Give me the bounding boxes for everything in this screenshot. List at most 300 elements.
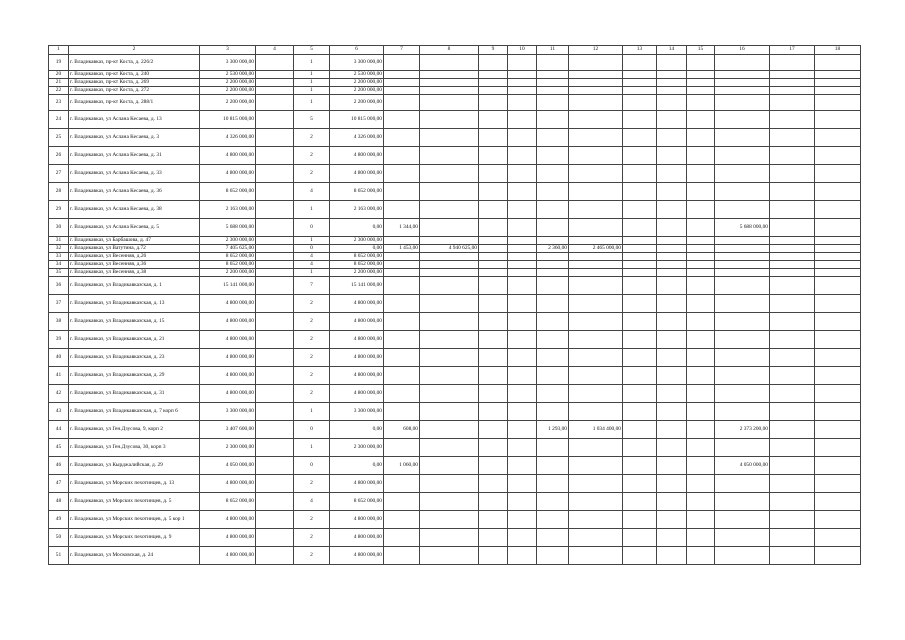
address-cell: г. Владикавказ, пр-кт Коста, д. 272 bbox=[69, 87, 200, 95]
address-cell: г. Владикавказ, ул Ген.Дзусова, 30, корп 3 bbox=[69, 439, 200, 457]
col-14-cell bbox=[657, 201, 687, 219]
col-17-cell bbox=[770, 295, 815, 313]
count-cell: 1 bbox=[294, 201, 330, 219]
col-13-cell bbox=[623, 71, 657, 79]
area2-cell bbox=[537, 313, 569, 331]
col-10-cell bbox=[508, 183, 537, 201]
col-13-cell bbox=[623, 385, 657, 403]
amount-cell: 4 800 000,00 bbox=[330, 331, 384, 349]
col-10-cell bbox=[508, 71, 537, 79]
col-13-cell bbox=[623, 547, 657, 565]
col-14-cell bbox=[657, 277, 687, 295]
area2-cell bbox=[537, 277, 569, 295]
col-13-cell bbox=[623, 183, 657, 201]
area-cell bbox=[384, 71, 420, 79]
area-cell bbox=[384, 129, 420, 147]
col-17-cell bbox=[770, 183, 815, 201]
col-10-cell bbox=[508, 367, 537, 385]
address-cell: г. Владикавказ, ул Асланa Кесаева, д. 38 bbox=[69, 201, 200, 219]
col-4-cell bbox=[256, 313, 294, 331]
cost2-cell bbox=[569, 547, 623, 565]
column-number-header: 8 bbox=[420, 46, 479, 55]
area2-cell: 2 360,00 bbox=[537, 245, 569, 253]
area-cell bbox=[384, 55, 420, 71]
area-cell bbox=[384, 147, 420, 165]
table-row bbox=[49, 87, 861, 95]
col-4-cell bbox=[256, 367, 294, 385]
area2-cell bbox=[537, 201, 569, 219]
col-17-cell bbox=[770, 421, 815, 439]
col-4-cell bbox=[256, 79, 294, 87]
area-cell bbox=[384, 349, 420, 367]
col-13-cell bbox=[623, 475, 657, 493]
amount-cell: 10 815 000,00 bbox=[330, 111, 384, 129]
col-15-cell bbox=[687, 71, 715, 79]
amount2-cell: 4 050 000,00 bbox=[715, 457, 770, 475]
col-4-cell bbox=[256, 95, 294, 111]
col-18-cell bbox=[815, 349, 861, 367]
column-number-header: 16 bbox=[715, 46, 770, 55]
row-number: 22 bbox=[49, 87, 69, 95]
cost-cell bbox=[420, 261, 479, 269]
col-9-cell bbox=[479, 269, 508, 277]
count-cell: 1 bbox=[294, 71, 330, 79]
table-row bbox=[49, 219, 861, 237]
amount-cell: 0,00 bbox=[330, 421, 384, 439]
table-row bbox=[49, 71, 861, 79]
area2-cell bbox=[537, 87, 569, 95]
col-13-cell bbox=[623, 261, 657, 269]
amount-cell: 0,00 bbox=[330, 457, 384, 475]
col-17-cell bbox=[770, 111, 815, 129]
cost-cell bbox=[420, 403, 479, 421]
cost2-cell bbox=[569, 129, 623, 147]
cost-cell bbox=[420, 79, 479, 87]
cost2-cell bbox=[569, 201, 623, 219]
col-10-cell bbox=[508, 201, 537, 219]
count-cell: 1 bbox=[294, 79, 330, 87]
amount2-cell bbox=[715, 55, 770, 71]
col-13-cell bbox=[623, 147, 657, 165]
amount2-cell bbox=[715, 367, 770, 385]
cost-cell bbox=[420, 313, 479, 331]
cost2-cell bbox=[569, 55, 623, 71]
count-cell: 1 bbox=[294, 403, 330, 421]
col-15-cell bbox=[687, 385, 715, 403]
row-number: 41 bbox=[49, 367, 69, 385]
count-cell: 2 bbox=[294, 529, 330, 547]
amount-cell: 0,00 bbox=[330, 245, 384, 253]
col-9-cell bbox=[479, 165, 508, 183]
table-row bbox=[49, 183, 861, 201]
col-13-cell bbox=[623, 277, 657, 295]
cost-cell bbox=[420, 457, 479, 475]
col-14-cell bbox=[657, 493, 687, 511]
area-cell bbox=[384, 475, 420, 493]
column-number-header: 1 bbox=[49, 46, 69, 55]
cost-cell bbox=[420, 277, 479, 295]
row-number: 49 bbox=[49, 511, 69, 529]
amount-cell: 4 800 000,00 bbox=[330, 349, 384, 367]
row-number: 39 bbox=[49, 331, 69, 349]
col-14-cell bbox=[657, 71, 687, 79]
cost2-cell bbox=[569, 457, 623, 475]
col-14-cell bbox=[657, 55, 687, 71]
col-14-cell bbox=[657, 295, 687, 313]
col-13-cell bbox=[623, 403, 657, 421]
area2-cell bbox=[537, 237, 569, 245]
col-14-cell bbox=[657, 165, 687, 183]
col-13-cell bbox=[623, 55, 657, 71]
col-17-cell bbox=[770, 219, 815, 237]
col-13-cell bbox=[623, 331, 657, 349]
cost2-cell bbox=[569, 475, 623, 493]
area-cell bbox=[384, 439, 420, 457]
cost-cell bbox=[420, 421, 479, 439]
amount-cell: 2 200 000,00 bbox=[330, 95, 384, 111]
cost-cell bbox=[420, 111, 479, 129]
col-14-cell bbox=[657, 349, 687, 367]
amount2-cell bbox=[715, 439, 770, 457]
col-4-cell bbox=[256, 269, 294, 277]
total-cost-cell: 4 800 000,00 bbox=[200, 165, 256, 183]
col-10-cell bbox=[508, 219, 537, 237]
area2-cell bbox=[537, 55, 569, 71]
area2-cell: 1 293,00 bbox=[537, 421, 569, 439]
cost-cell bbox=[420, 201, 479, 219]
col-9-cell bbox=[479, 261, 508, 269]
area-cell: 1 344,00 bbox=[384, 219, 420, 237]
housing-register-table bbox=[48, 45, 861, 565]
table-row bbox=[49, 201, 861, 219]
area-cell bbox=[384, 261, 420, 269]
amount2-cell bbox=[715, 201, 770, 219]
count-cell: 1 bbox=[294, 87, 330, 95]
col-14-cell bbox=[657, 367, 687, 385]
col-15-cell bbox=[687, 439, 715, 457]
col-18-cell bbox=[815, 385, 861, 403]
col-17-cell bbox=[770, 367, 815, 385]
col-13-cell bbox=[623, 367, 657, 385]
col-9-cell bbox=[479, 331, 508, 349]
col-4-cell bbox=[256, 111, 294, 129]
col-9-cell bbox=[479, 457, 508, 475]
col-10-cell bbox=[508, 421, 537, 439]
row-number: 25 bbox=[49, 129, 69, 147]
area2-cell bbox=[537, 349, 569, 367]
count-cell: 2 bbox=[294, 547, 330, 565]
amount-cell: 2 300 000,00 bbox=[330, 237, 384, 245]
col-10-cell bbox=[508, 87, 537, 95]
total-cost-cell: 4 800 000,00 bbox=[200, 331, 256, 349]
col-13-cell bbox=[623, 529, 657, 547]
area2-cell bbox=[537, 129, 569, 147]
amount-cell: 4 800 000,00 bbox=[330, 385, 384, 403]
col-13-cell bbox=[623, 245, 657, 253]
col-9-cell bbox=[479, 201, 508, 219]
col-18-cell bbox=[815, 457, 861, 475]
count-cell: 4 bbox=[294, 183, 330, 201]
col-10-cell bbox=[508, 147, 537, 165]
amount-cell: 4 800 000,00 bbox=[330, 529, 384, 547]
count-cell: 2 bbox=[294, 295, 330, 313]
col-18-cell bbox=[815, 95, 861, 111]
count-cell: 4 bbox=[294, 261, 330, 269]
count-cell: 2 bbox=[294, 511, 330, 529]
count-cell: 0 bbox=[294, 421, 330, 439]
col-10-cell bbox=[508, 95, 537, 111]
area-cell bbox=[384, 367, 420, 385]
address-cell: г. Владикавказ, ул Владикавказская, д. 29 bbox=[69, 367, 200, 385]
table-row bbox=[49, 261, 861, 269]
address-cell: г. Владикавказ, ул Кырджалийская, д. 29 bbox=[69, 457, 200, 475]
area-cell bbox=[384, 385, 420, 403]
address-cell: г. Владикавказ, ул Ген.Дзусова, 9, корп 2 bbox=[69, 421, 200, 439]
column-number-header: 12 bbox=[569, 46, 623, 55]
cost2-cell: 1 034 400,00 bbox=[569, 421, 623, 439]
table-row bbox=[49, 237, 861, 245]
amount2-cell bbox=[715, 277, 770, 295]
col-13-cell bbox=[623, 87, 657, 95]
col-18-cell bbox=[815, 147, 861, 165]
col-14-cell bbox=[657, 313, 687, 331]
row-number: 23 bbox=[49, 95, 69, 111]
cost2-cell bbox=[569, 511, 623, 529]
col-14-cell bbox=[657, 439, 687, 457]
cost-cell bbox=[420, 269, 479, 277]
col-14-cell bbox=[657, 237, 687, 245]
area-cell bbox=[384, 313, 420, 331]
col-13-cell bbox=[623, 457, 657, 475]
col-14-cell bbox=[657, 511, 687, 529]
col-14-cell bbox=[657, 261, 687, 269]
row-number: 45 bbox=[49, 439, 69, 457]
row-number: 40 bbox=[49, 349, 69, 367]
col-10-cell bbox=[508, 237, 537, 245]
col-9-cell bbox=[479, 183, 508, 201]
amount2-cell bbox=[715, 547, 770, 565]
total-cost-cell: 4 800 000,00 bbox=[200, 547, 256, 565]
amount-cell: 4 326 000,00 bbox=[330, 129, 384, 147]
col-4-cell bbox=[256, 253, 294, 261]
col-15-cell bbox=[687, 269, 715, 277]
row-number: 26 bbox=[49, 147, 69, 165]
cost-cell bbox=[420, 331, 479, 349]
col-17-cell bbox=[770, 511, 815, 529]
table-row bbox=[49, 95, 861, 111]
total-cost-cell: 5 688 000,00 bbox=[200, 219, 256, 237]
amount2-cell bbox=[715, 245, 770, 253]
col-17-cell bbox=[770, 261, 815, 269]
col-9-cell bbox=[479, 295, 508, 313]
col-18-cell bbox=[815, 421, 861, 439]
col-13-cell bbox=[623, 439, 657, 457]
address-cell: г. Владикавказ, ул Морских пехотинцев, д. 9 bbox=[69, 529, 200, 547]
area-cell bbox=[384, 201, 420, 219]
table-row bbox=[49, 253, 861, 261]
area-cell: 608,00 bbox=[384, 421, 420, 439]
col-9-cell bbox=[479, 87, 508, 95]
col-14-cell bbox=[657, 147, 687, 165]
total-cost-cell: 2 200 000,00 bbox=[200, 79, 256, 87]
total-cost-cell: 8 652 000,00 bbox=[200, 253, 256, 261]
area2-cell bbox=[537, 295, 569, 313]
col-13-cell bbox=[623, 295, 657, 313]
col-15-cell bbox=[687, 403, 715, 421]
cost-cell bbox=[420, 475, 479, 493]
col-9-cell bbox=[479, 129, 508, 147]
col-15-cell bbox=[687, 219, 715, 237]
col-17-cell bbox=[770, 95, 815, 111]
col-18-cell bbox=[815, 511, 861, 529]
column-number-header: 5 bbox=[294, 46, 330, 55]
total-cost-cell: 4 050 000,00 bbox=[200, 457, 256, 475]
cost2-cell bbox=[569, 529, 623, 547]
total-cost-cell: 7 405 625,00 bbox=[200, 245, 256, 253]
col-9-cell bbox=[479, 511, 508, 529]
col-17-cell bbox=[770, 439, 815, 457]
column-number-header: 17 bbox=[770, 46, 815, 55]
amount2-cell bbox=[715, 529, 770, 547]
address-cell: г. Владикавказ, ул Морских пехотинцев, д. 5 bbox=[69, 493, 200, 511]
table-row bbox=[49, 349, 861, 367]
col-13-cell bbox=[623, 219, 657, 237]
col-13-cell bbox=[623, 95, 657, 111]
cost2-cell bbox=[569, 295, 623, 313]
table-row bbox=[49, 511, 861, 529]
col-9-cell bbox=[479, 245, 508, 253]
row-number: 24 bbox=[49, 111, 69, 129]
col-9-cell bbox=[479, 475, 508, 493]
amount-cell: 0,00 bbox=[330, 219, 384, 237]
table-row bbox=[49, 111, 861, 129]
column-number-header: 6 bbox=[330, 46, 384, 55]
amount2-cell bbox=[715, 165, 770, 183]
count-cell: 4 bbox=[294, 493, 330, 511]
area2-cell bbox=[537, 79, 569, 87]
table-row bbox=[49, 367, 861, 385]
row-number: 35 bbox=[49, 269, 69, 277]
row-number: 37 bbox=[49, 295, 69, 313]
col-4-cell bbox=[256, 331, 294, 349]
col-18-cell bbox=[815, 331, 861, 349]
cost2-cell bbox=[569, 219, 623, 237]
area-cell bbox=[384, 95, 420, 111]
amount-cell: 4 800 000,00 bbox=[330, 165, 384, 183]
count-cell: 2 bbox=[294, 129, 330, 147]
cost2-cell: 2 465 000,00 bbox=[569, 245, 623, 253]
address-cell: г. Владикавказ, ул Асланa Кесаева, д. 36 bbox=[69, 183, 200, 201]
count-cell: 2 bbox=[294, 331, 330, 349]
col-13-cell bbox=[623, 165, 657, 183]
col-17-cell bbox=[770, 79, 815, 87]
col-17-cell bbox=[770, 457, 815, 475]
amount-cell: 3 300 000,00 bbox=[330, 55, 384, 71]
col-14-cell bbox=[657, 269, 687, 277]
row-number: 30 bbox=[49, 219, 69, 237]
amount-cell: 4 800 000,00 bbox=[330, 511, 384, 529]
col-15-cell bbox=[687, 87, 715, 95]
col-15-cell bbox=[687, 493, 715, 511]
cost2-cell bbox=[569, 147, 623, 165]
col-15-cell bbox=[687, 147, 715, 165]
amount-cell: 4 800 000,00 bbox=[330, 313, 384, 331]
col-17-cell bbox=[770, 475, 815, 493]
col-9-cell bbox=[479, 529, 508, 547]
area-cell bbox=[384, 547, 420, 565]
row-number: 51 bbox=[49, 547, 69, 565]
col-4-cell bbox=[256, 237, 294, 245]
col-15-cell bbox=[687, 277, 715, 295]
amount2-cell bbox=[715, 183, 770, 201]
area-cell: 1 453,00 bbox=[384, 245, 420, 253]
col-17-cell bbox=[770, 385, 815, 403]
count-cell: 0 bbox=[294, 245, 330, 253]
col-10-cell bbox=[508, 313, 537, 331]
col-18-cell bbox=[815, 277, 861, 295]
row-number: 29 bbox=[49, 201, 69, 219]
total-cost-cell: 4 800 000,00 bbox=[200, 295, 256, 313]
col-18-cell bbox=[815, 201, 861, 219]
address-cell: г. Владикавказ, ул Владикавказская, д. 7 корп 6 bbox=[69, 403, 200, 421]
cost2-cell bbox=[569, 367, 623, 385]
area2-cell bbox=[537, 439, 569, 457]
row-number: 31 bbox=[49, 237, 69, 245]
col-17-cell bbox=[770, 129, 815, 147]
area2-cell bbox=[537, 71, 569, 79]
address-cell: г. Владикавказ, ул Весенняя, д.38 bbox=[69, 269, 200, 277]
area-cell bbox=[384, 111, 420, 129]
col-17-cell bbox=[770, 403, 815, 421]
address-cell: г. Владикавказ, ул Ватутина, д.72 bbox=[69, 245, 200, 253]
cost2-cell bbox=[569, 71, 623, 79]
col-9-cell bbox=[479, 277, 508, 295]
col-13-cell bbox=[623, 511, 657, 529]
cost-cell bbox=[420, 529, 479, 547]
area-cell bbox=[384, 79, 420, 87]
col-14-cell bbox=[657, 385, 687, 403]
column-number-header: 13 bbox=[623, 46, 657, 55]
column-number-header: 10 bbox=[508, 46, 537, 55]
amount-cell: 3 300 000,00 bbox=[330, 403, 384, 421]
count-cell: 2 bbox=[294, 385, 330, 403]
amount-cell: 15 141 000,00 bbox=[330, 277, 384, 295]
col-13-cell bbox=[623, 313, 657, 331]
col-4-cell bbox=[256, 71, 294, 79]
row-number: 47 bbox=[49, 475, 69, 493]
area2-cell bbox=[537, 511, 569, 529]
col-15-cell bbox=[687, 201, 715, 219]
cost-cell bbox=[420, 385, 479, 403]
cost-cell bbox=[420, 147, 479, 165]
total-cost-cell: 2 200 000,00 bbox=[200, 87, 256, 95]
col-17-cell bbox=[770, 277, 815, 295]
header-row bbox=[49, 46, 861, 55]
address-cell: г. Владикавказ, пр-кт Коста, д. 269 bbox=[69, 79, 200, 87]
col-18-cell bbox=[815, 529, 861, 547]
table-row bbox=[49, 295, 861, 313]
table-row bbox=[49, 529, 861, 547]
count-cell: 2 bbox=[294, 165, 330, 183]
area2-cell bbox=[537, 219, 569, 237]
amount-cell: 2 200 000,00 bbox=[330, 87, 384, 95]
cost2-cell bbox=[569, 111, 623, 129]
area2-cell bbox=[537, 269, 569, 277]
col-9-cell bbox=[479, 547, 508, 565]
cost2-cell bbox=[569, 79, 623, 87]
row-number: 19 bbox=[49, 55, 69, 71]
col-9-cell bbox=[479, 253, 508, 261]
